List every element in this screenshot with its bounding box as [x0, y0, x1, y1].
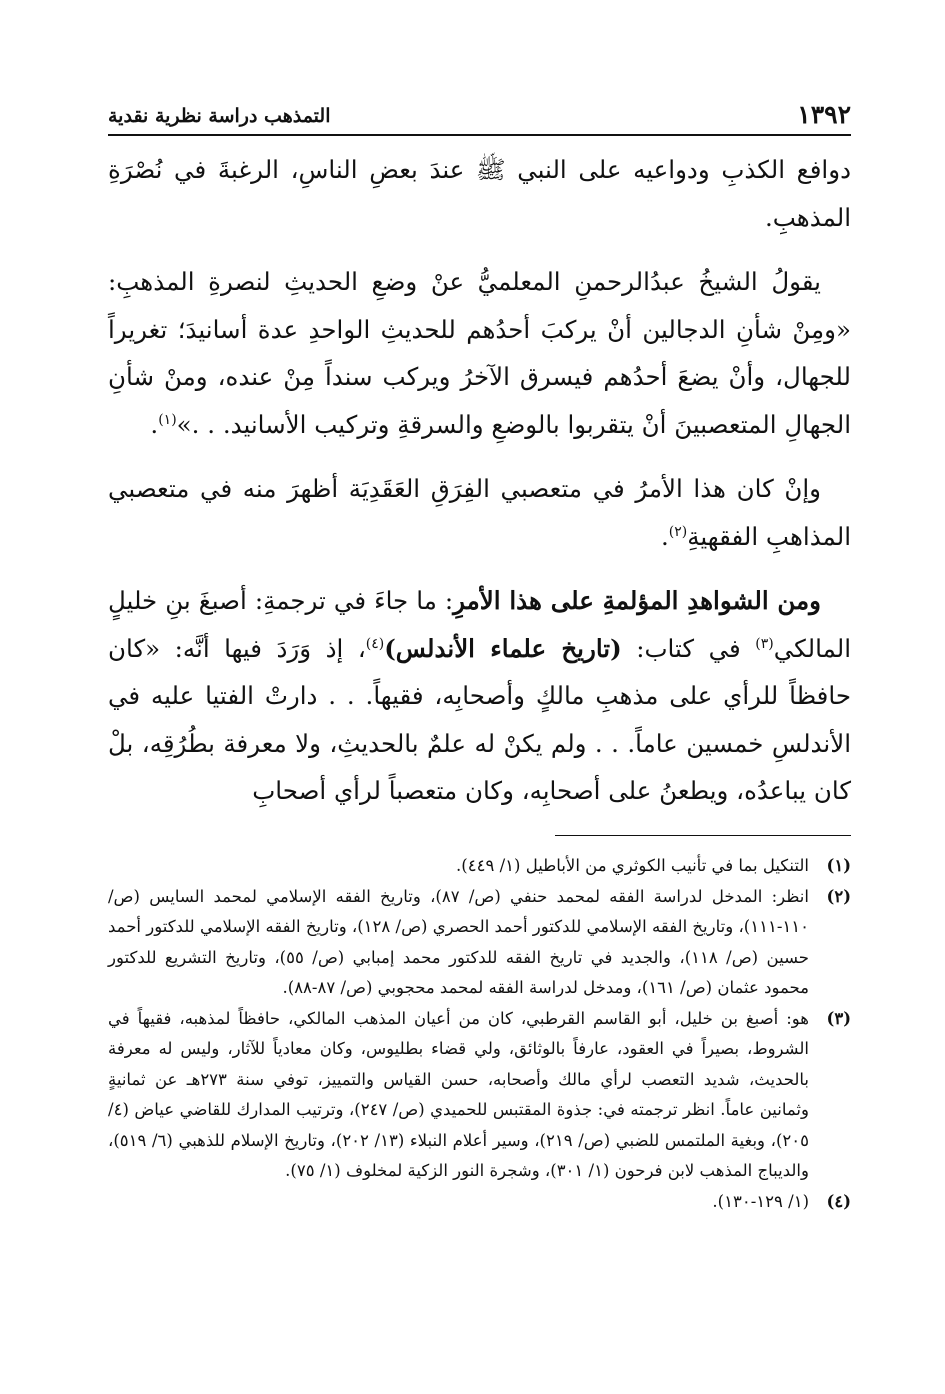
paragraph-4-text-b: في كتاب:: [621, 633, 756, 663]
paragraph-2: [108, 258, 851, 448]
paragraph-3: [108, 465, 851, 560]
page-header: [108, 100, 851, 136]
footnote-ref-1[interactable]: (١): [158, 411, 177, 428]
footnote: [108, 851, 851, 882]
footnote-separator: [555, 835, 851, 836]
footnote-text: (١/ ١٢٩-١٣٠).: [712, 1191, 809, 1211]
footnote-ref-3[interactable]: (٣): [755, 635, 774, 652]
paragraph-3-text: وإنْ كان هذا الأمرُ في متعصبي الفِرَقِ العَقَدِيَة أظهرَ منه في متعصبي المذاهبِ الفقهيةِ: [108, 474, 851, 551]
footnote-ref-4[interactable]: (٤): [365, 635, 385, 652]
footnotes: [108, 851, 851, 1217]
book-title: (تاريخ علماء الأندلس): [384, 633, 622, 663]
footnote: [108, 882, 851, 1004]
footnote-ref-2[interactable]: (٢): [668, 523, 688, 540]
page-number: ١٣٩٢: [797, 100, 851, 129]
footnote-number: (٤): [826, 1191, 851, 1211]
paragraph-4-text-c: ، إذ وَرَدَ فيها أنَّه: «كان حافظاً للرأي على مذهبِ مالكٍ وأصحابِه، فقيهاً. . . دارتْ الفتيا عليه في الأندلسِ خمسين عاماً. . . ولم يكنْ له علمٌ بالحديثِ، ولا معرفة بطُرُقِه، بلْ كان يباعدُه، ويطعنُ على أصحابِه، وكان متعصباً لرأي أصحابِ: [108, 633, 851, 805]
paragraph-4-text-a: : ما جاءَ في ترجمةِ: أصبغَ بنِ خليلٍ المالكي: [108, 586, 852, 663]
paragraph-1-text: دوافع الكذبِ ودواعيه على النبي ﷺ عندَ بعضِ الناسِ، الرغبةَ في نُصْرَةِ المذهبِ.: [108, 155, 851, 232]
paragraph-2-end: .: [150, 409, 159, 439]
footnote-text: هو: أصبغ بن خليل، أبو القاسم القرطبي، كان من أعيان المذهب المالكي، حافظاً لمذهبه، فقيهاً في الشروط، بصيراً في العقود، عارفاً بالوثائق، ولي قضاء بطليوس، وكان معادياً للآثار، وليس له معرفة بالحديث، شديد التعصب لرأي مالك وأصحابه، حسن القياس والتمييز، توفي سنة ٢٧٣هـ عن ثمانيةٍ وثمانين عاماً. انظر ترجمته في: جذوة المقتبس للحميدي (ص/ ٢٤٧)، وترتيب المدارك للقاضي عياض (٤/ ٢٠٥)، وبغية الملتمس للضبي (ص/ ٢١٩)، وسير أعلام النبلاء (١٣/ ٢٠٢)، وتاريخ الإسلام للذهبي (٦/ ٥١٩)، والديباج المذهب لابن فرحون (١/ ٣٠١)، وشجرة النور الزكية لمخلوف (١/ ٧٥).: [108, 1008, 810, 1180]
footnote: [108, 1004, 851, 1187]
paragraph-4: [108, 577, 851, 815]
paragraph-2-text: يقولُ الشيخُ عبدُالرحمنِ المعلميُّ عنْ وضعِ الحديثِ لنصرةِ المذهبِ: «ومِنْ شأنِ الدجالين أنْ يركبَ أحدُهم للحديثِ الواحدِ عدة أسانيدَ؛ تغريراً للجهال، وأنْ يضعَ أحدُهم فيسرق الآخرُ ويركب سنداً مِنْ عنده، ومنْ شأنِ الجهالِ المتعصبينَ أنْ يتقربوا بالوضعِ والسرقةِ وتركيب الأسانيد. . .»: [108, 267, 851, 439]
footnote-number: (١): [826, 856, 851, 875]
paragraph-4-bold-lead: ومن الشواهدِ المؤلمةِ على هذا الأمرِ: [453, 586, 822, 615]
main-text: [108, 146, 851, 832]
footnote: [108, 1187, 851, 1218]
footnote-text: التنكيل بما في تأنيب الكوثري من الأباطيل (١/ ٤٤٩).: [456, 856, 809, 875]
running-title: التمذهب دراسة نظرية نقدية: [108, 105, 331, 127]
paragraph-1: [108, 146, 851, 241]
footnote-text: انظر: المدخل لدراسة الفقه لمحمد حنفي (ص/ ٨٧)، وتاريخ الفقه الإسلامي لمحمد السايس (ص/ ١١٠-١١١)، وتاريخ الفقه الإسلامي للدكتور أحمد الحصري (ص/ ١٢٨)، وتاريخ الفقه الإسلامي للدكتور أحمد حسين (ص/ ١١٨)، والجديد في تاريخ الفقه للدكتور محمد إمبابي (ص/ ٥٥)، وتاريخ التشريع للدكتور محمود عثمان (ص/ ١٦١)، ومدخل لدراسة الفقه لمحمد محجوبي (ص/ ٨٧-٨٨).: [108, 886, 809, 997]
paragraph-3-end: .: [660, 521, 669, 551]
footnote-number: (٢): [826, 886, 851, 906]
footnote-number: (٣): [826, 1008, 851, 1028]
